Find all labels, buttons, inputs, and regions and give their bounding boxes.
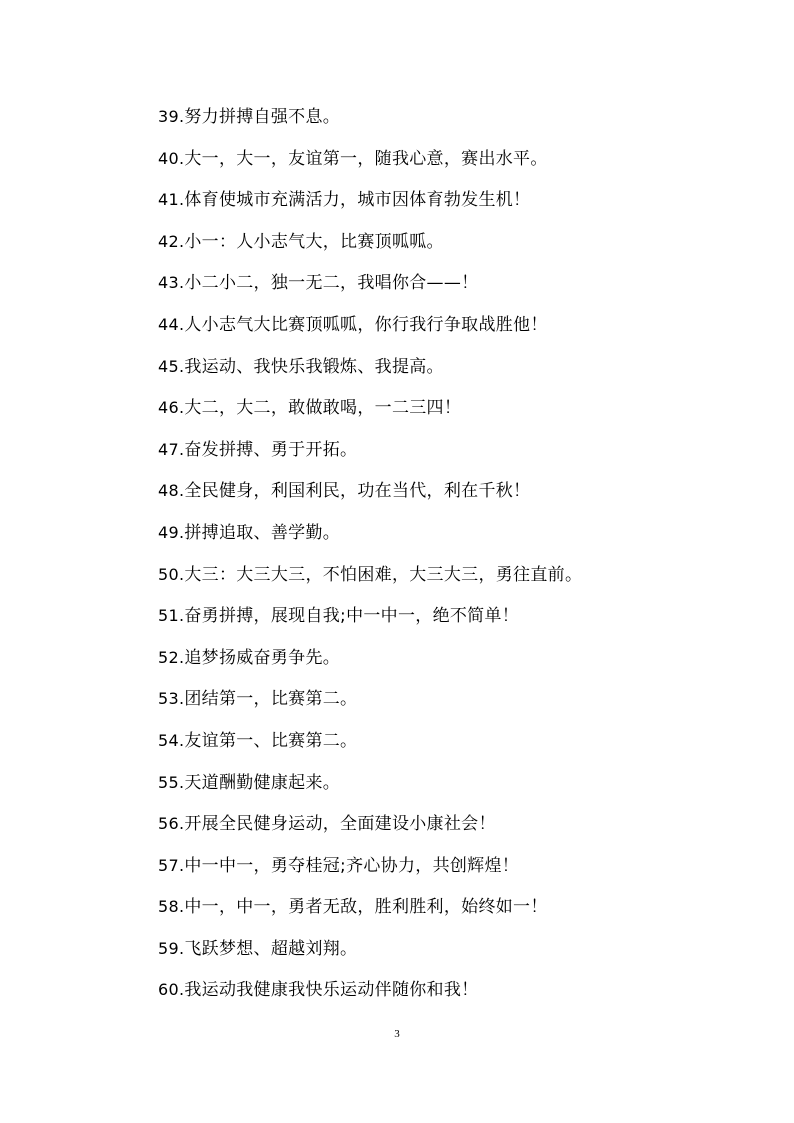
item-number: 54. (158, 730, 185, 750)
item-number: 46. (158, 398, 185, 418)
item-number: 48. (158, 481, 185, 501)
list-item (158, 685, 758, 727)
list-item (158, 436, 758, 478)
item-number: 40. (158, 148, 185, 168)
item-text: 大一，大一，友谊第一，随我心意，赛出水平。 (184, 148, 548, 169)
item-number: 45. (158, 356, 185, 376)
item-text: 小二小二，独一无二，我唱你合——！ (184, 273, 479, 294)
item-text: 努力拼搏自强不息。 (184, 107, 341, 127)
list-item (158, 228, 758, 270)
item-text: 天道酬勤健康起来。 (184, 772, 341, 793)
item-number: 59. (158, 938, 185, 958)
list-item (158, 561, 758, 603)
list-item (158, 644, 758, 686)
item-number: 55. (158, 772, 185, 792)
item-text: 开展全民健身运动，全面建设小康社会！ (184, 814, 496, 835)
item-number: 50. (158, 564, 185, 584)
item-number: 53. (158, 689, 185, 709)
list-item (158, 103, 758, 145)
item-number: 44. (158, 314, 185, 334)
list-item (158, 353, 758, 395)
page-number: 3 (394, 1028, 400, 1040)
item-text: 小一：人小志气大，比赛顶呱呱。 (184, 231, 444, 252)
item-number: 41. (158, 190, 185, 210)
item-number: 39. (158, 107, 185, 126)
item-number: 51. (158, 606, 185, 626)
list-item (158, 311, 758, 353)
item-text: 奋发拼搏、勇于开拓。 (184, 439, 358, 460)
list-item (158, 145, 758, 187)
list-item (158, 186, 758, 228)
item-number: 56. (158, 814, 185, 834)
item-number: 47. (158, 439, 185, 459)
item-text: 中一，中一，勇者无敌，胜利胜利，始终如一！ (184, 897, 548, 918)
item-number: 57. (158, 855, 185, 875)
list-item (158, 727, 758, 769)
list-item (158, 269, 758, 311)
item-number: 58. (158, 897, 185, 917)
list-item (158, 769, 758, 811)
list-item (158, 852, 758, 894)
list-item (158, 602, 758, 644)
item-text: 大三：大三大三，不怕困难，大三大三，勇往直前。 (184, 564, 583, 585)
item-text: 人小志气大比赛顶呱呱，你行我行争取战胜他！ (184, 314, 548, 335)
item-text: 全民健身，利国利民，功在当代，利在千秋！ (184, 481, 531, 502)
item-text: 奋勇拼搏，展现自我;中一中一，绝不简单！ (184, 606, 520, 627)
list-item (158, 394, 758, 436)
item-text: 友谊第一、比赛第二。 (184, 730, 358, 751)
slogan-list (158, 103, 758, 1018)
item-text: 拼搏追取、善学勤。 (184, 522, 341, 543)
item-number: 60. (158, 980, 185, 1000)
item-text: 飞跃梦想、超越刘翔。 (184, 938, 358, 959)
item-number: 42. (158, 231, 185, 251)
item-text: 我运动我健康我快乐运动伴随你和我！ (184, 980, 479, 1001)
item-text: 大二，大二，敢做敢喝，一二三四！ (184, 398, 462, 419)
item-text: 我运动、我快乐我锻炼、我提高。 (184, 356, 444, 377)
list-item (158, 810, 758, 852)
item-number: 52. (158, 647, 185, 667)
item-text: 追梦扬威奋勇争先。 (184, 647, 341, 668)
item-number: 43. (158, 273, 185, 293)
item-text: 团结第一，比赛第二。 (184, 689, 358, 710)
item-text: 体育使城市充满活力，城市因体育勃发生机！ (184, 190, 531, 211)
list-item (158, 976, 758, 1018)
list-item (158, 519, 758, 561)
item-number: 49. (158, 522, 185, 542)
list-item (158, 893, 758, 935)
list-item (158, 935, 758, 977)
list-item (158, 477, 758, 519)
item-text: 中一中一，勇夺桂冠;齐心协力，共创辉煌！ (184, 855, 520, 876)
